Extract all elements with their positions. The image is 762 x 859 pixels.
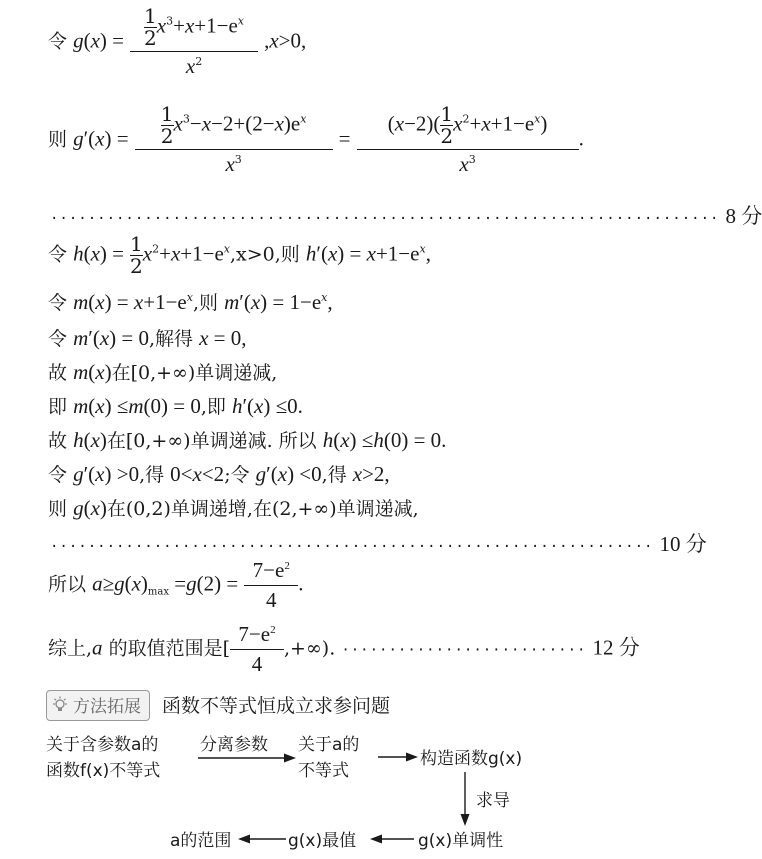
line-m-bound: 即 m(x) ≤m(0) = 0,即 h′(x) ≤0. xyxy=(48,394,303,418)
method-badge: 方法拓展 xyxy=(46,690,150,721)
flow-arrow-1 xyxy=(198,752,296,764)
flow-arrow-3 xyxy=(370,833,414,845)
flow-arrow-4 xyxy=(238,833,286,845)
line-derivative-g: 则 g′(x) = $\frac{1}{2}$ $x^3-x-2+(2-x)e^x$ $x^3$ = (x−2)( $\frac{1}{2}$ $x^2+x+1-e^x$) $x^3$ . xyxy=(48,102,584,176)
flow-box-3: 构造函数g(x) xyxy=(420,749,523,769)
g-fraction: $\frac{1}{2}$ $x^3+x+1-e^x$ $x^2$ xyxy=(130,6,258,79)
flow-arrow-down xyxy=(458,772,472,826)
line-a-bound: 所以 $a\ge g(x)_{max} =g(2)$ = $\frac{7-e^2}{4}$ . xyxy=(48,558,304,612)
flow-arrow-2 xyxy=(378,751,418,763)
flow-box-6: a的范围 xyxy=(170,831,232,851)
line-define-h: 令 h(x) = $\frac{1}{2}$ $x^2+x+1-e^x,x>0$,则 $h'(x) = x+1-e^x$, xyxy=(48,232,431,278)
score-line-10: ································································ 10 分 xyxy=(50,532,707,556)
method-header xyxy=(46,690,390,721)
g-prime-fraction-1: $\frac{1}{2}$ $x^3-x-2+(2-x)e^x$ $x^3$ xyxy=(135,104,333,177)
line-conclusion: 综上,a 的取值范围是[ $\frac{7-e^2}{4}$ ,+∞). ·························· 12 分 xyxy=(48,622,640,676)
line-define-m: 令 $m(x) = x+1-e^x$,则 $m'(x) = 1-e^x$, xyxy=(48,290,333,314)
flow-box-5: g(x)最值 xyxy=(288,831,357,851)
flow-arrow-1-label: 分离参数 xyxy=(200,735,268,755)
method-title: 函数不等式恒成立求参问题 xyxy=(162,695,391,717)
line-solve-m-prime: 令 m′(x) = 0,解得 x = 0, xyxy=(48,326,247,350)
line-define-g: 令 g(x) = $\frac{1}{2}$ $x^3+x+1-e^x$ $x^2$ ,x>0, xyxy=(48,4,307,78)
flow-box-1: 关于含参数a的 函数f(x)不等式 xyxy=(46,735,161,781)
flow-arrow-down-label: 求导 xyxy=(476,791,510,811)
line-g-monotonic: 则 g(x)在(0,2)单调递增,在(2,+∞)单调递减, xyxy=(48,496,419,520)
max-fraction: $\frac{7-e^2}{4}$ xyxy=(244,558,298,613)
flow-box-2: 关于a的 不等式 xyxy=(298,735,360,781)
score-line-8: ······································································· 8 分 xyxy=(50,204,762,228)
flow-box-4: g(x)单调性 xyxy=(418,831,504,851)
g-prime-fraction-2: (x−2)( $\frac{1}{2}$ $x^2+x+1-e^x$) $x^3$ xyxy=(357,104,579,177)
answer-fraction: $\frac{7-e^2}{4}$ xyxy=(230,622,284,677)
lightbulb-icon xyxy=(51,696,69,719)
line-m-decreasing: 故 m(x)在[0,+∞)单调递减, xyxy=(48,360,278,384)
line-h-decreasing: 故 h(x)在[0,+∞)单调递减. 所以 h(x) ≤h(0) = 0. xyxy=(48,428,447,452)
line-sign-g-prime: 令 g′(x) >0,得 0<x<2;令 g′(x) <0,得 x>2, xyxy=(48,462,390,486)
